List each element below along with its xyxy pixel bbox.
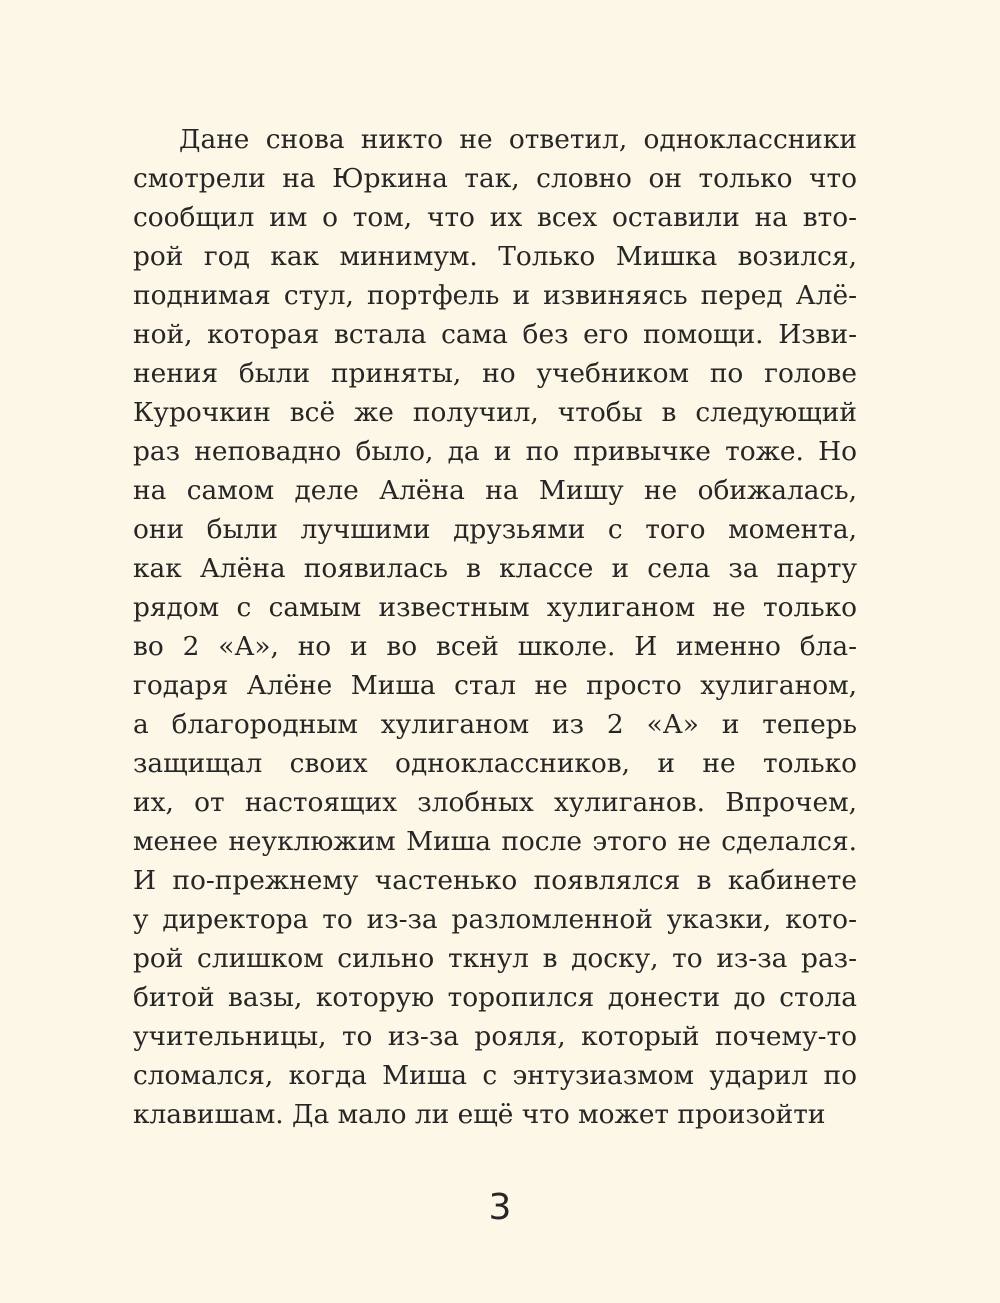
text-line: нения были приняты, но учебником по голове	[133, 358, 857, 389]
text-line: они были лучшими друзьями с того момента,	[133, 514, 857, 545]
text-line: клавишам. Да мало ли ещё что может произойти	[133, 1099, 826, 1130]
text-line: их, от настоящих злобных хулиганов. Впрочем,	[133, 787, 857, 818]
text-line: ной, которая встала сама без его помощи. Изви-	[133, 319, 857, 350]
text-line: как Алёна появилась в классе и села за парту	[133, 553, 857, 584]
text-line: раз неповадно было, да и по привычке тоже. Но	[133, 436, 857, 467]
text-line: менее неуклюжим Миша после этого не сделался.	[133, 826, 857, 857]
text-line: сообщил им о том, что их всех оставили на вто-	[133, 202, 857, 233]
text-line: рядом с самым известным хулиганом не только	[133, 592, 857, 623]
text-line: защищал своих одноклассников, и не только	[133, 748, 857, 779]
text-line: годаря Алёне Миша стал не просто хулиганом,	[133, 670, 857, 701]
text-line: Дане снова никто не ответил, одноклассники	[179, 124, 857, 155]
text-line: у директора то из-за разломленной указки, кото-	[133, 904, 857, 935]
text-line: битой вазы, которую торопился донести до стола	[133, 982, 857, 1013]
text-line: во 2 «А», но и во всей школе. И именно бла-	[133, 631, 857, 662]
text-line: поднимая стул, портфель и извиняясь перед Алё-	[133, 280, 857, 311]
text-line: Курочкин всё же получил, чтобы в следующий	[133, 397, 857, 428]
text-line: а благородным хулиганом из 2 «А» и теперь	[133, 709, 857, 740]
text-line: рой год как минимум. Только Мишка возился,	[133, 241, 857, 272]
text-line: учительницы, то из-за рояля, который почему-то	[133, 1021, 857, 1052]
text-line: смотрели на Юркина так, словно он только что	[133, 163, 857, 194]
text-line: И по-прежнему частенько появлялся в кабинете	[133, 865, 857, 896]
text-line: рой слишком сильно ткнул в доску, то из-за раз-	[133, 943, 857, 974]
body-paragraph	[133, 120, 857, 1134]
text-line: сломался, когда Миша с энтузиазмом ударил по	[133, 1060, 857, 1091]
page-number: 3	[488, 1187, 512, 1228]
text-line: на самом деле Алёна на Мишу не обижалась,	[133, 475, 857, 506]
